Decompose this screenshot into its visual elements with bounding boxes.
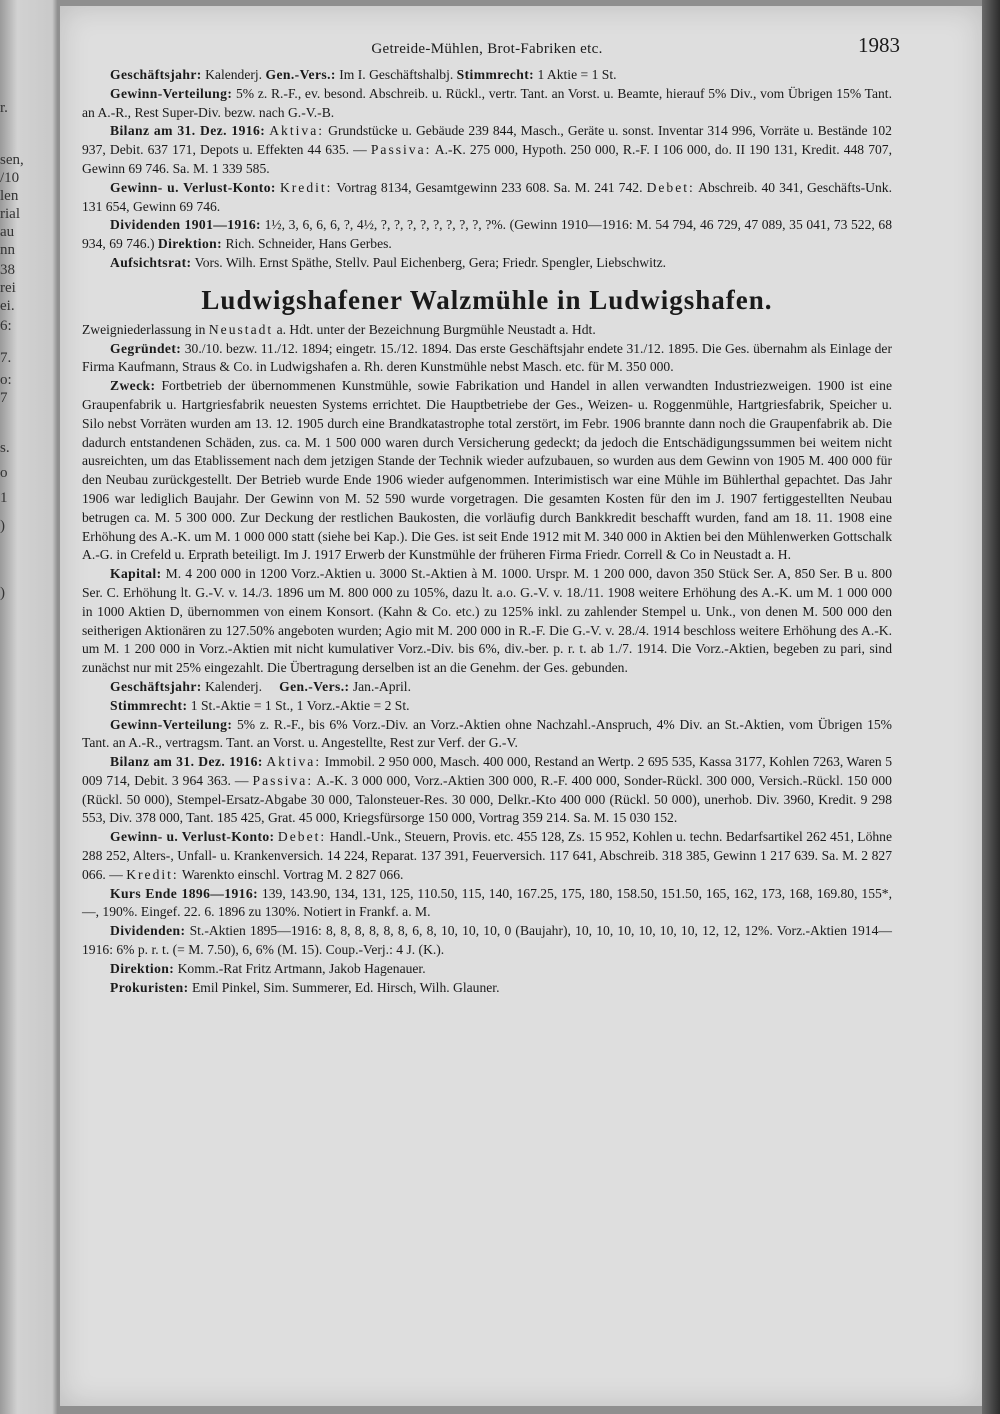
guv-paragraph: Gewinn- u. Verlust-Konto: Debet: Handl.-Unk., Steuern, Provis. etc. 455 128, Zs. 15 952, Kohlen u. techn. Bedarfsartikel 262 451, Löhne 288 252, Alters-, Unfall- u. Krankenversich. 14 224, Reparat. 137 391, Feuerversich. 117 641, Abschreib. 318 385, Gewinn 1 217 639. Sa. M. 2 827 066. — Kredit: Warenkto einschl. Vortrag M. 2 827 066. xyxy=(82,829,892,882)
stimmrecht-line: Stimmrecht: 1 St.-Aktie = 1 St., 1 Vorz.-Aktie = 2 St. xyxy=(110,697,410,713)
gewinn-verteilung-paragraph: Gewinn-Verteilung: 5% z. R.-F., bis 6% Vorz.-Div. an Vorz.-Aktien ohne Nachzahl.-Anspruch, 4% Div. an St.-Aktien, vom Übrigen 15% Tant. an A.-R., vertragsm. Tant. an Vorst. u. Angestellte, Rest zur Verf. der G.-V. xyxy=(82,716,892,751)
kapital-paragraph: Kapital: M. 4 200 000 in 1200 Vorz.-Aktien u. 3000 St.-Aktien à M. 1000. Urspr. M. 1 200 000, davon 350 Stück Ser. A, 850 Ser. B u. 800 Ser. C. Erhöhung lt. G.-V. v. 14./3. 1896 um M. 800 000 zu 105%, dazu lt. a.o. G.-V. v. 18./11. 1908 weitere Erhöhung des A.-K. um M. 1 000 000 in 1000 Aktien D, übernommen von einem Konsort. (Kahn & Co. etc.) zu 125% inkl. zu zahlender Stempel u. Unk., von denen M. 500 000 den seitherigen Aktionären zu 127.50% angeboten wurden; Agio mit M. 200 000 in R.-F. Die G.-V. v. 28./4. 1914 beschloss weitere Erhöhung des A.-K. um M. 1 200 000 in Vorz.-Aktien mit nicht kumulativer Vorz.-Div. bis 6%, div.-ber. p. r. t. ab 1./7. 1914. Die Vorz.-Aktien, begeben zu pari, sind zunächst nur mit 25% eingezahlt. Die Übertragung derselben ist an die Genehm. der Ges. gebunden. xyxy=(82,566,893,676)
company-title: Ludwigshafener Walzmühle in Ludwigshafen. xyxy=(201,284,773,315)
margin-fragment: r. xyxy=(0,100,8,116)
scanned-page xyxy=(60,6,982,1406)
margin-fragment: o xyxy=(0,465,8,481)
margin-fragment: au xyxy=(0,224,15,240)
gegruendet-paragraph: Gegründet: 30./10. bezw. 11./12. 1894; eingetr. 15./12. 1894. Das erste Geschäftsjahr endete 31./12. 1895. Die Ges. übernahm als Einlage der Firma Kaufmann, Straus & Co. in Ludwigshafen a. Rh. deren Kunstmühle nebst Masch. etc. für M. 350 000. xyxy=(82,340,892,375)
kurs-paragraph: Kurs Ende 1896—1916: 139, 143.90, 134, 131, 125, 110.50, 115, 140, 167.25, 175, 180, 158.50, 151.50, 165, 162, 173, 168, 169.80, 155*, —, 190%. Eingef. 22. 6. 1896 zu 130%. Notiert in Frankf. a. M. xyxy=(82,885,893,920)
page-content xyxy=(82,33,900,997)
margin-fragment: ) xyxy=(0,518,5,534)
prev-dividenden: Dividenden 1901—1916: 1½, 3, 6, 6, 6, ?, 4½, ?, ?, ?, ?, ?, ?, ?, ?, ?%. (Gewinn 1910—1916: M. 54 794, 46 729, 47 089, 35 041, 73 522, 68 934, 69 746.) Direktion: Rich. Schneider, Hans Gerbes. xyxy=(82,217,892,252)
margin-fragment: 7 xyxy=(0,390,8,406)
page-number: 1983 xyxy=(858,33,900,57)
margin-fragment: 7. xyxy=(0,350,12,366)
margin-fragment: /10 xyxy=(0,170,20,186)
margin-fragment: ei. xyxy=(0,298,15,314)
margin-fragment: sen, xyxy=(0,152,24,168)
margin-fragment: nn xyxy=(0,242,15,258)
dividenden-paragraph: Dividenden: St.-Aktien 1895—1916: 8, 8, 8, 8, 8, 8, 6, 8, 10, 10, 10, 0 (Baujahr), 10, 10, 10, 10, 10, 10, 12, 12, 12%. Vorz.-Aktien 1914—1916: 6% p. r. t. (= M. 7.50), 6, 6% (M. 15). Coup.-Verj.: 4 J. (K.). xyxy=(82,923,892,958)
margin-fragment: rei xyxy=(0,280,16,296)
prev-aufsichtsrat: Aufsichtsrat: Vors. Wilh. Ernst Späthe, Stellv. Paul Eichenberg, Gera; Friedr. Spengler, Liebschwitz. xyxy=(110,254,667,270)
prev-meta-line: Geschäftsjahr: Kalenderj. Gen.-Vers.: Im I. Geschäftshalbj. Stimmrecht: 1 Aktie = 1 St. xyxy=(110,67,617,82)
margin-fragment: rial xyxy=(0,206,20,222)
running-header xyxy=(82,33,900,62)
margin-fragment: 6: xyxy=(0,318,12,334)
prev-gewinn-verteilung: Gewinn-Verteilung: 5% z. R.-F., ev. besond. Abschreib. u. Rückl., vertr. Tant. an Vorst. u. Beamte, hierauf 5% Div., vom Übrigen 15% Tant. an A.-R., Rest Super-Div. bezw. nach G.-V.-B. xyxy=(82,85,892,120)
direktion-line: Direktion: Komm.-Rat Fritz Artmann, Jakob Hagenauer. xyxy=(110,960,426,976)
zweck-paragraph: Zweck: Fortbetrieb der übernommenen Kunstmühle, sowie Fabrikation und Handel in allen verwandten Industriezweigen. 1900 ist eine Graupenfabrik u. Hartgriesfabrik neuesten Systems errichtet. Die Hauptbetriebe der Ges., Weizen- u. Roggenmühle, Hartgriesfabrik, Speicher u. Silo nebst Vorräten wurden am 13. 12. 1905 durch eine Brandkatastrophe total zerstört, im Febr. 1906 brannte dann noch die Graupenfabrik ab. Die dadurch entstandenen Schäden, zus. ca. M. 1 500 000 waren durch Versicherung gedeckt; da jedoch die Entschädigungssummen bei weitem nicht ausreichten, um das Etablissement nach dem jetzigen Stande der Technik wieder aufzubauen, so wurden aus dem Gewinn von 1905 M. 400 000 für den Neubau zurückgestellt. Der Betrieb wurde Ende 1906 wieder aufgenommen. Interimistisch war eine Mühle im Bühlerthal gepachtet. Das Jahr 1906 war lediglich Baujahr. Der Gewinn von M. 52 590 wurde vorgetragen. Die gesamten Kosten für den im J. 1907 fertiggestellten Neubau betrugen ca. M. 5 300 000. Zur Deckung der restlichen Baukosten, die vorläufig durch Bankkredit beschafft wurden, fand am 18. 11. 1908 eine Erhöhung des A.-K. um M. 1 000 000 statt (siehe bei Kap.). Die Ges. ist seit Ende 1912 mit M. 340 000 in Aktien bei den Mühlenwerken Gottschalk A.-G. in Crefeld u. Erprath beteiligt. Im J. 1917 Erwerb der Kunstmühle der früheren Firma Friedr. Correll & Co in Neustadt a. H. xyxy=(82,378,893,563)
adjacent-page-edge xyxy=(0,0,58,1414)
prokuristen-line: Prokuristen: Emil Pinkel, Sim. Summerer, Ed. Hirsch, Wilh. Glauner. xyxy=(110,979,500,995)
company-subtitle: Zweigniederlassung in Neustadt a. Hdt. unter der Bezeichnung Burgmühle Neustadt a. Hdt. xyxy=(82,321,596,337)
meta-line: Geschäftsjahr: Kalenderj. Gen.-Vers.: Jan.-April. xyxy=(110,678,411,694)
margin-fragment: s. xyxy=(0,440,10,456)
margin-fragment: 1 xyxy=(0,490,8,506)
margin-fragment: o: xyxy=(0,372,12,388)
scan-right-edge xyxy=(982,0,1000,1414)
prev-bilanz: Bilanz am 31. Dez. 1916: Aktiva: Grundstücke u. Gebäude 239 844, Masch., Geräte u. sonst. Inventar 314 996, Vorräte u. Bestände 102 937, Debit. 637 171, Depots u. Effekten 44 635. — Passiva: A.-K. 275 000, Hypoth. 250 000, R.-F. I 106 000, do. II 190 131, Kredit. 448 707, Gewinn 69 746. Sa. M. 1 339 585. xyxy=(82,123,892,176)
running-title: Getreide-Mühlen, Brot-Fabriken etc. xyxy=(371,41,603,57)
bilanz-paragraph: Bilanz am 31. Dez. 1916: Aktiva: Immobil. 2 950 000, Masch. 400 000, Restand an Wertp. 2 695 535, Kassa 3177, Kohlen 7263, Waren 5 009 714, Debit. 3 964 363. — Passiva: A.-K. 3 000 000, Vorz.-Aktien 300 000, R.-F. 400 000, Sonder-Rückl. 300 000, Versich.-Rückl. 150 000 (Rückl. 50 000), Stempel-Ersatz-Abgabe 30 000, Talonsteuer-Res. 30 000, Delkr.-Kto 400 000 (Rückl. 50 000), unerhob. Div. 3960, Kredit. 9 298 553, Div. 378 000, Tant. 185 425, Grat. 45 000, Kriegsfürsorge 150 000, Vortrag 359 214. Sa. M. 15 030 152. xyxy=(82,754,893,826)
margin-fragment: len xyxy=(0,188,19,204)
prev-guv: Gewinn- u. Verlust-Konto: Kredit: Vortrag 8134, Gesamtgewinn 233 608. Sa. M. 241 742. Debet: Abschreib. 40 341, Geschäfts-Unk. 131 654, Gewinn 69 746. xyxy=(82,179,892,214)
margin-fragment: 38 xyxy=(0,262,15,278)
margin-fragment: ) xyxy=(0,585,5,601)
